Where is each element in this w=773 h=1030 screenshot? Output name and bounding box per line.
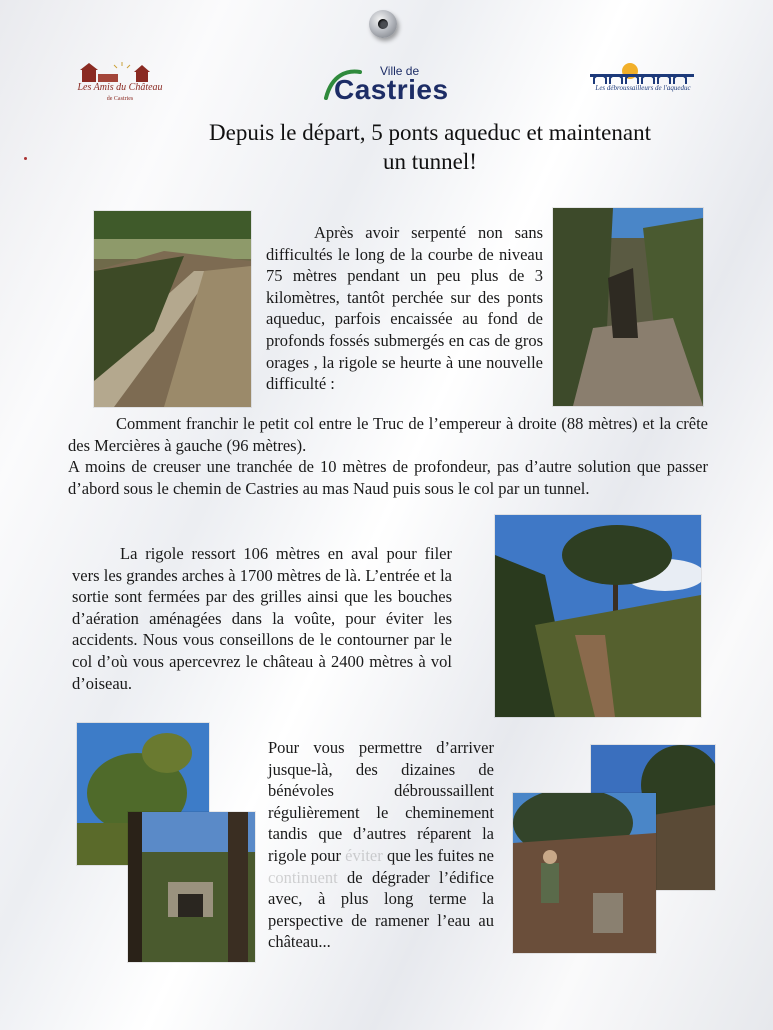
paragraph-volunteers [268,737,494,953]
speck [24,157,27,160]
logo-castries-text: Castries [334,74,449,105]
paragraph-rigole-exit: La rigole ressort 106 mètres en aval pour filer vers les grandes arches à 1700 mètres de là. L’entrée et la sortie sont fermées par des grilles ainsi que les bouches d’aération aménagées dans la voûte, pour éviter les accidents. Nous vous conseillons de le contourner par le col d’où vous apercevrez le château à 2400 mètres à vol d’oiseau. [72,544,452,693]
amis-du-chateau-logo [72,62,168,106]
title-line-1: Depuis le départ, 5 ponts aqueduc et maintenant [209,120,651,145]
debroussailleurs-logo [580,62,706,102]
logo-right-text: Les débroussailleurs de l'aqueduc [595,84,691,92]
paragraph-tunnel-solution: A moins de creuser une tranchée de 10 mètres de profondeur, pas d’autre solution que passer d’abord sous le chemin de Castries au mas Naud puis sous le col par un tunnel. [68,457,708,498]
paragraph-intro: Après avoir serpenté non sans difficultés le long de la courbe de niveau 75 mètres pendant un peu plus de 3 kilomètres, tantôt perchée sur des ponts aqueduc, parfois encaissée au fond de profonds fossés submergés en cas de gros orages , la rigole se heurte à une nouvelle difficulté : [266,223,543,394]
photo-tunnel-entrance [128,812,255,962]
logo-left-subtext: de Castries [106,96,134,102]
aqueduct-icon [580,62,706,86]
photo-ditch-stones [553,208,703,406]
page-title [150,118,710,176]
photo-volunteers-working [513,793,656,953]
photo-rigole-channel [94,211,251,407]
ville-de-castries-logo [320,62,450,104]
paragraph-col-question: Comment franchir le petit col entre le Truc de l’empereur à droite (88 mètres) et la crête des Mercières à gauche (96 mètres). [68,414,708,455]
volunteers-text-e: de dégrader l’édifice avec, à plus long terme la perspective de ramener l’eau au château... [268,867,494,952]
logo-ville-text: Ville de [380,64,420,78]
logo-left-text: Les Amis du Château [77,82,163,93]
volunteers-text-c: que les fuites ne [382,845,494,865]
chateau-icon [72,62,168,84]
faded-word-eviter: éviter [345,845,383,865]
volunteers-text-a: Pour vous permettre d’arriver jusque-là, des dizaines de bénévoles débroussaillent régulièrement le cheminement tandis que d’autres réparent la rigole pour [268,738,494,865]
photo-path-pine-tree [495,515,701,717]
faded-word-continuent: continuent [268,867,338,887]
title-line-2: un tunnel! [383,149,477,174]
mounting-screw [369,10,397,38]
